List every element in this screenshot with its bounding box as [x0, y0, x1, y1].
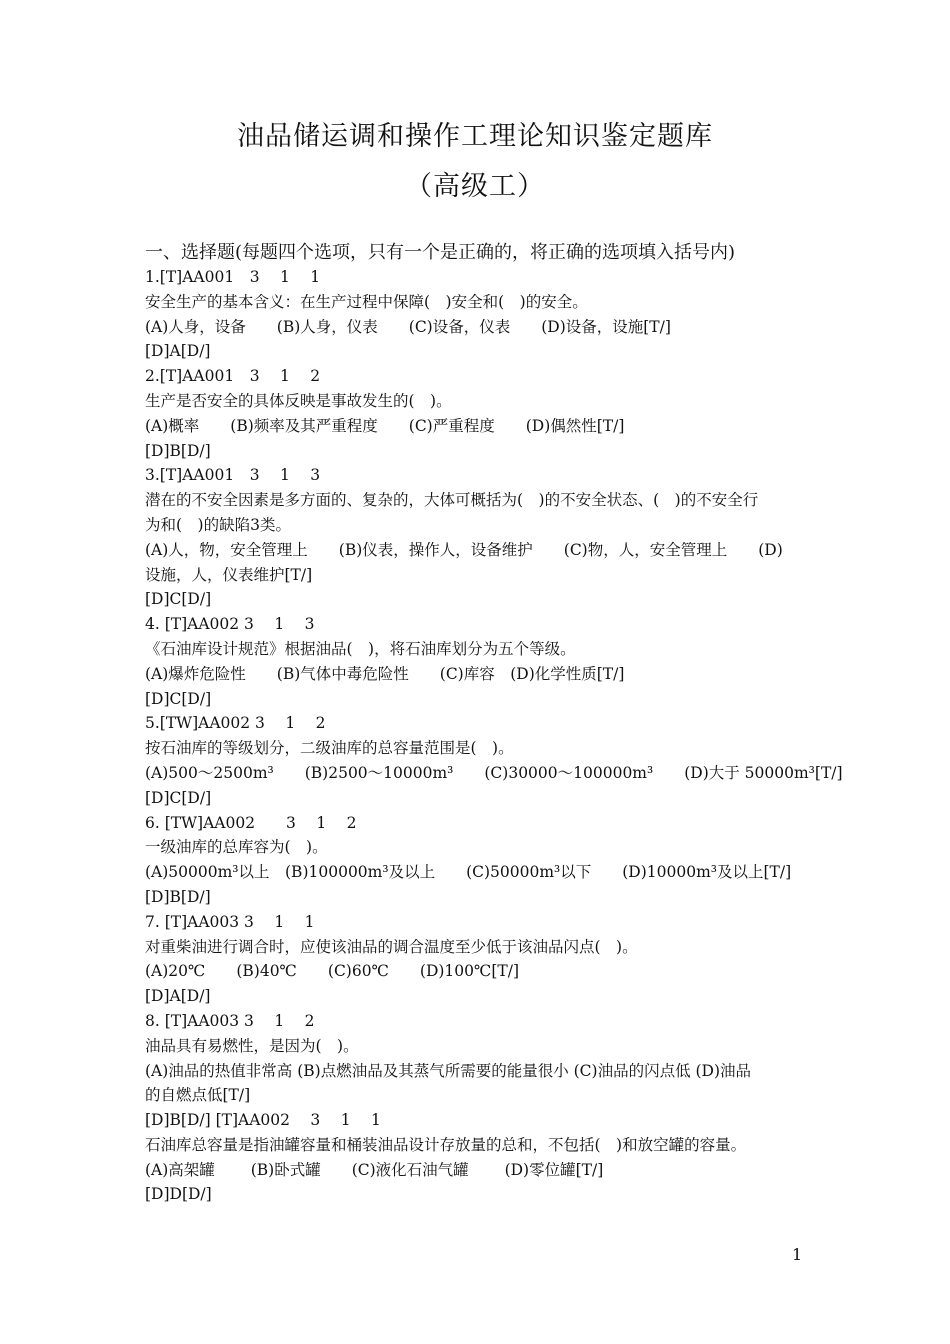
text-line: 6. [TW]AA002 3 1 2: [145, 813, 357, 832]
text-line: 对重柴油进行调合时，应使该油品的调合温度至少低于该油品闪点( )。: [145, 937, 638, 956]
text-line: (A)20℃ (B)40℃ (C)60℃ (D)100℃[T/]: [145, 962, 520, 981]
text-line: 7. [T]AA003 3 1 1: [145, 912, 315, 931]
document-title: 油品储运调和操作工理论知识鉴定题库: [237, 121, 713, 152]
text-line: [D]B[D/] [T]AA002 3 1 1: [145, 1111, 381, 1130]
text-line: 生产是否安全的具体反映是事故发生的( )。: [145, 391, 452, 410]
text-line: [D]C[D/]: [145, 689, 212, 708]
section-heading: 一、选择题(每题四个选项，只有一个是正确的，将正确的选项填入括号内): [145, 242, 736, 263]
text-line: (A)高架罐 (B)卧式罐 (C)液化石油气罐 (D)零位罐[T/]: [145, 1160, 604, 1179]
question-list: [145, 265, 843, 1207]
text-line: 2.[T]AA001 3 1 2: [145, 367, 321, 386]
text-line: 潜在的不安全因素是多方面的、复杂的，大体可概括为( )的不安全状态、( )的不安全行: [145, 491, 759, 510]
text-line: [D]C[D/]: [145, 590, 212, 609]
page-number: 1: [792, 1245, 803, 1264]
text-line: 4. [T]AA002 3 1 3: [145, 615, 315, 634]
text-line: (A)油品的热值非常高 (B)点燃油品及其蒸气所需要的能量很小 (C)油品的闪点低 (D)油品: [145, 1061, 752, 1080]
text-line: 设施，人，仪表维护[T/]: [145, 565, 313, 584]
text-line: [D]A[D/]: [145, 342, 211, 361]
text-line: [D]D[D/]: [145, 1185, 212, 1204]
text-line: 按石油库的等级划分，二级油库的总容量范围是( )。: [145, 739, 514, 758]
text-line: (A)爆炸危险性 (B)气体中毒危险性 (C)库容 (D)化学性质[T/]: [145, 664, 625, 683]
text-line: 5.[TW]AA002 3 1 2: [145, 714, 326, 733]
text-line: [D]C[D/]: [145, 788, 212, 807]
text-line: [D]A[D/]: [145, 987, 211, 1006]
text-line: (A)概率 (B)频率及其严重程度 (C)严重程度 (D)偶然性[T/]: [145, 416, 625, 435]
text-line: 为和( )的缺陷3类。: [145, 515, 291, 534]
text-line: 石油库总容量是指油罐容量和桶装油品设计存放量的总和，不包括( )和放空罐的容量。: [145, 1135, 747, 1154]
text-line: 的自燃点低[T/]: [145, 1086, 251, 1105]
text-line: 8. [T]AA003 3 1 2: [145, 1011, 315, 1030]
text-line: 油品具有易燃性，是因为( )。: [145, 1036, 359, 1055]
text-line: 3.[T]AA001 3 1 3: [145, 466, 321, 485]
text-line: (A)人，物，安全管理上 (B)仪表，操作人，设备维护 (C)物，人，安全管理上 (D): [145, 540, 783, 559]
text-line: 安全生产的基本含义：在生产过程中保障( )安全和( )的安全。: [145, 292, 588, 311]
document-subtitle: （高级工）: [405, 171, 545, 202]
text-line: [D]B[D/]: [145, 441, 211, 460]
text-line: (A)500～2500m³ (B)2500～10000m³ (C)30000～100000m³ (D)大于 50000m³[T/]: [145, 763, 843, 782]
text-line: [D]B[D/]: [145, 887, 211, 906]
text-line: 1.[T]AA001 3 1 1: [145, 268, 321, 286]
text-line: (A)人身，设备 (B)人身，仪表 (C)设备，仪表 (D)设备，设施[T/]: [145, 317, 671, 336]
text-line: 《石油库设计规范》根据油品( )，将石油库划分为五个等级。: [145, 639, 576, 658]
text-line: (A)50000m³以上 (B)100000m³及以上 (C)50000m³以下 (D)10000m³及以上[T/]: [145, 863, 792, 882]
text-line: 一级油库的总库容为( )。: [145, 838, 328, 857]
